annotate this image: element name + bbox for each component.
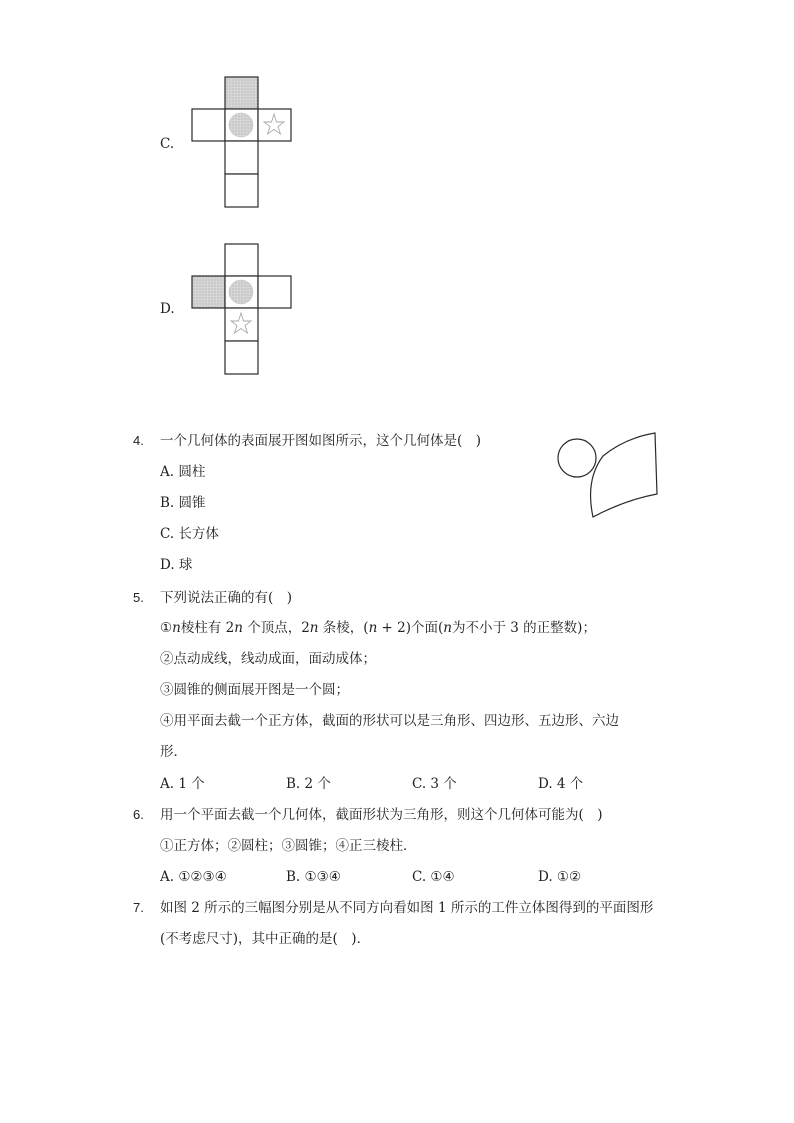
cube-net-c bbox=[190, 76, 294, 210]
net-c-left-face bbox=[192, 109, 225, 141]
option-d-label: D. bbox=[160, 301, 175, 317]
q4-number: 4. bbox=[133, 433, 144, 448]
net-d-star-face bbox=[225, 308, 258, 341]
q6-option-c: C. ①④ bbox=[412, 869, 455, 885]
q4-option-a: A. 圆柱 bbox=[160, 464, 206, 480]
q5-statement-1: ①n棱柱有 2n 个顶点，2n 条棱，(n + 2)个面(n为不小于 3 的正整数)； bbox=[160, 620, 596, 636]
s1-var-n: n bbox=[368, 620, 378, 636]
q5-statement-3: ③圆锥的侧面展开图是一个圆； bbox=[160, 682, 349, 698]
cone-lateral-sector bbox=[591, 433, 657, 517]
cone-net-figure bbox=[555, 430, 665, 522]
net-d-face-5 bbox=[225, 341, 258, 374]
q6-option-b: B. ①③④ bbox=[286, 869, 341, 885]
q6-option-d: D. ①② bbox=[538, 869, 582, 885]
net-d-right-face bbox=[258, 276, 291, 308]
net-c-circle-icon bbox=[229, 113, 253, 137]
q4-option-c: C. 长方体 bbox=[160, 526, 219, 542]
cube-net-d bbox=[190, 243, 294, 377]
q5-option-c: C. 3 个 bbox=[412, 776, 457, 792]
cone-base-circle bbox=[558, 439, 596, 477]
s1-var-n: n bbox=[443, 620, 452, 636]
q7-stem-line1: 如图 2 所示的三幅图分别是从不同方向看如图 1 所示的工件立体图得到的平面图形 bbox=[160, 900, 654, 916]
q7-number: 7. bbox=[133, 900, 144, 915]
net-d-top-face bbox=[225, 244, 258, 276]
option-c-label: C. bbox=[160, 136, 175, 152]
q6-stem: 用一个平面去截一个几何体，截面形状为三角形，则这个几何体可能为( ) bbox=[160, 807, 603, 823]
net-d-left-shaded-face bbox=[192, 276, 225, 308]
s1-var-n: n bbox=[234, 620, 243, 636]
q5-statement-4-cont: 形． bbox=[160, 744, 187, 760]
net-c-top-shaded-face bbox=[225, 77, 258, 109]
net-d-circle-icon bbox=[229, 280, 253, 304]
q4-option-d: D. 球 bbox=[160, 557, 193, 573]
net-c-star-face bbox=[258, 109, 291, 141]
net-c-face-5 bbox=[225, 174, 258, 207]
q5-option-d: D. 4 个 bbox=[538, 776, 584, 792]
q7-stem-line2: (不考虑尺寸)，其中正确的是( )． bbox=[160, 931, 371, 947]
s1-marker: ① bbox=[160, 620, 173, 636]
q5-stem: 下列说法正确的有( ) bbox=[160, 590, 293, 606]
s1-var-n: n bbox=[172, 620, 181, 636]
net-c-face-4 bbox=[225, 141, 258, 174]
q5-option-b: B. 2 个 bbox=[286, 776, 331, 792]
q6-option-a: A. ①②③④ bbox=[160, 869, 227, 885]
q6-number: 6. bbox=[133, 807, 144, 822]
s1-var-n: n bbox=[309, 620, 319, 636]
q6-items: ①正方体；②圆柱；③圆锥；④正三棱柱． bbox=[160, 838, 417, 854]
q5-statement-4: ④用平面去截一个正方体，截面的形状可以是三角形、四边形、五边形、六边 bbox=[160, 713, 619, 729]
q4-option-b: B. 圆锥 bbox=[160, 495, 206, 511]
q4-stem: 一个几何体的表面展开图如图所示，这个几何体是( ) bbox=[160, 433, 482, 449]
q5-option-a: A. 1 个 bbox=[160, 776, 205, 792]
q5-number: 5. bbox=[133, 590, 144, 605]
q5-statement-2: ②点动成线，线动成面，面动成体； bbox=[160, 651, 376, 667]
